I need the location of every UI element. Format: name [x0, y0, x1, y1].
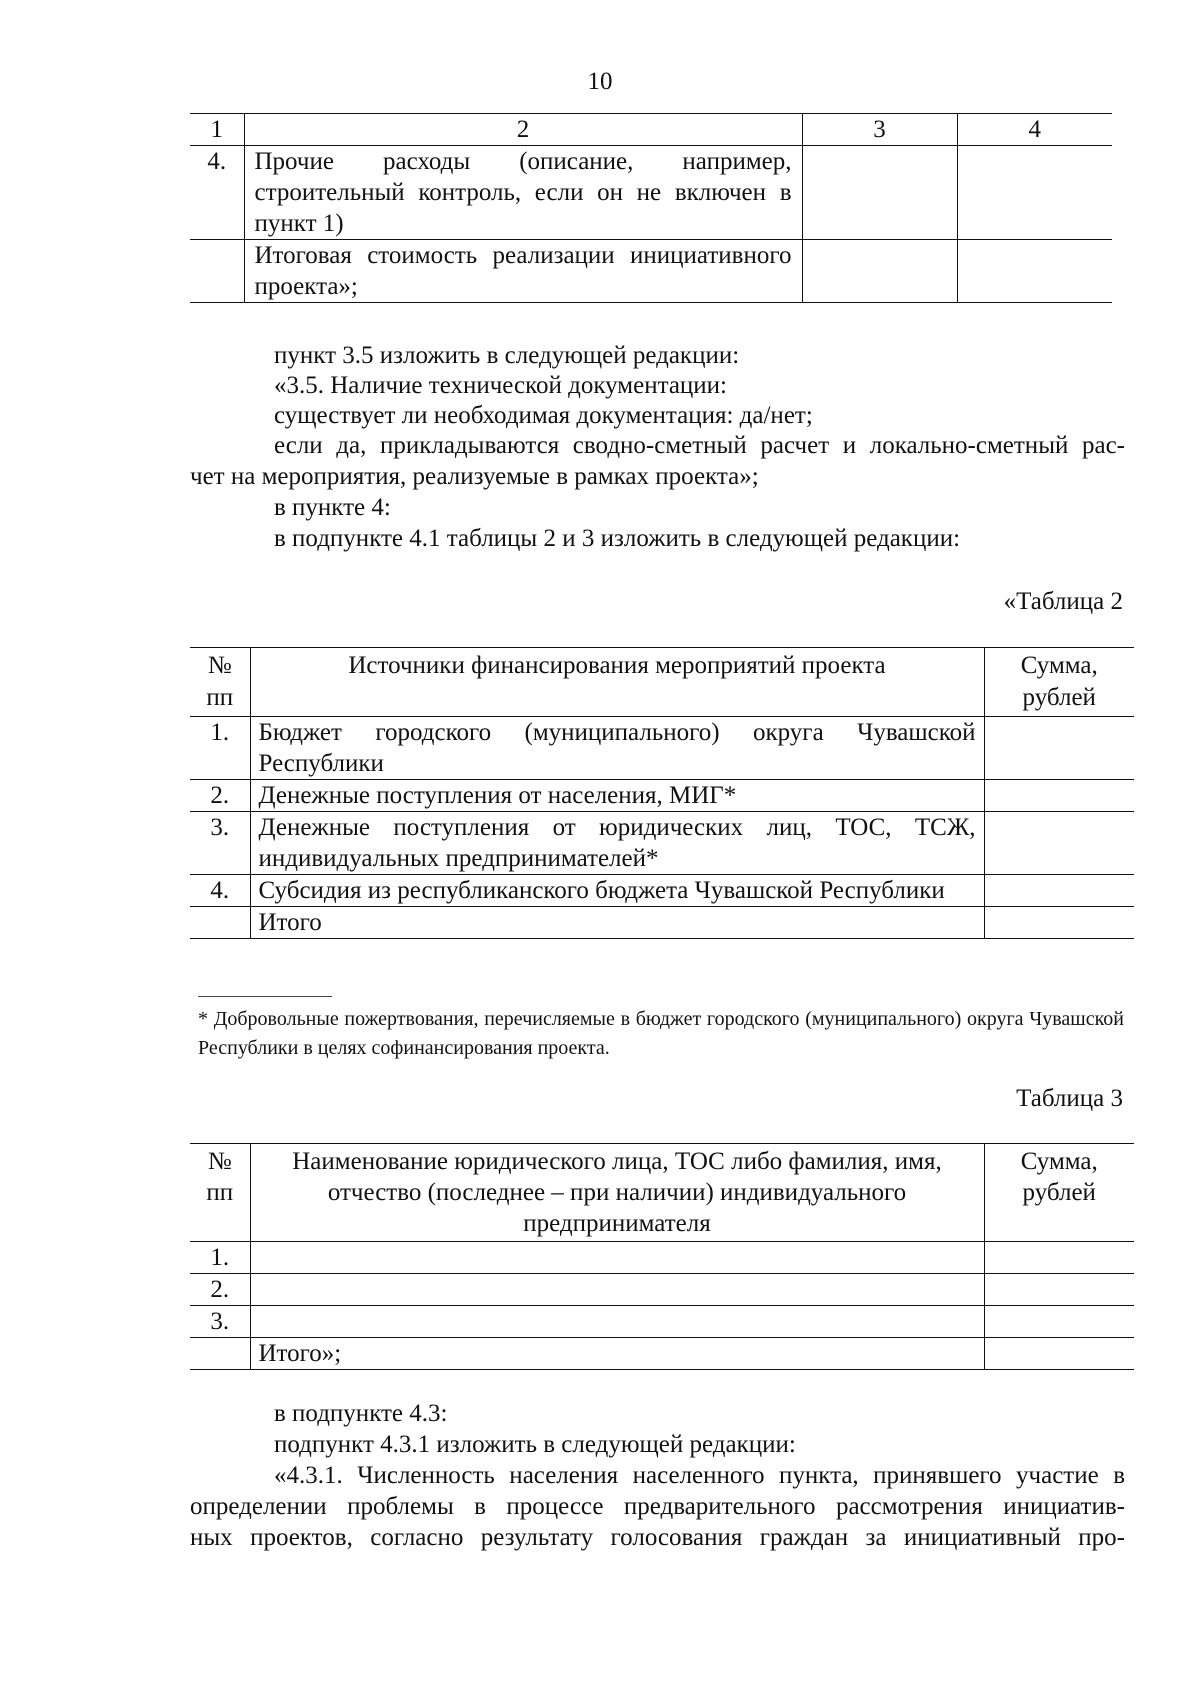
- paragraph: чет на мероприятия, реализуемые в рамках проекта»;: [190, 463, 759, 490]
- table-row: [190, 907, 1134, 939]
- paragraph: в подпункте 4.3:: [274, 1400, 448, 1427]
- row-number: 2.: [190, 1274, 250, 1306]
- sum-cell: [984, 1274, 1134, 1306]
- table-caption: «Таблица 2: [1003, 588, 1123, 615]
- cost-table: [190, 113, 1112, 303]
- header-sum-label: Сумма, рублей: [1020, 652, 1098, 711]
- header-number: [190, 648, 250, 717]
- paragraph: в пункте 4:: [274, 494, 391, 521]
- row-description: Итоговая стоимость реализации инициативного проекта»;: [244, 240, 802, 303]
- empty-cell: [802, 240, 957, 303]
- header-source: Источники финансирования мероприятий проекта: [250, 648, 984, 717]
- sum-cell: [984, 1338, 1134, 1370]
- column-number-4: 4: [957, 114, 1112, 146]
- sum-cell: [984, 875, 1134, 907]
- table-row: [190, 875, 1134, 907]
- paragraph: пункт 3.5 изложить в следующей редакции:: [274, 342, 740, 369]
- sum-cell: [984, 1242, 1134, 1274]
- empty-cell: [802, 146, 957, 240]
- table-caption: Таблица 3: [1016, 1085, 1123, 1112]
- paragraph: «4.3.1. Численность населения населенного пункта, принявшего участие в: [274, 1462, 1125, 1489]
- row-number: 1.: [190, 1242, 250, 1274]
- footnote-divider: [198, 996, 332, 997]
- paragraph: в подпункте 4.1 таблицы 2 и 3 изложить в следующей редакции:: [274, 525, 961, 552]
- table-header-row: [190, 648, 1134, 717]
- row-number: [190, 240, 244, 303]
- table-header-row: [190, 114, 1112, 146]
- sum-cell: [984, 717, 1134, 780]
- empty-cell: [957, 240, 1112, 303]
- header-sum: [984, 648, 1134, 717]
- table-row: [190, 1338, 1134, 1370]
- paragraph: «3.5. Наличие технической документации:: [274, 372, 728, 399]
- row-total-label: Итого: [250, 907, 984, 939]
- page-number: 10: [587, 68, 613, 95]
- row-description: Прочие расходы (описание, например, строительный контроль, если он не включен в пункт 1): [244, 146, 802, 240]
- row-number: 1.: [190, 717, 250, 780]
- row-description: Денежные поступления от населения, МИГ*: [250, 780, 984, 812]
- row-number: 2.: [190, 780, 250, 812]
- table-row: [190, 1306, 1134, 1338]
- row-number: [190, 1338, 250, 1370]
- sum-cell: [984, 812, 1134, 875]
- paragraph: определении проблемы в процессе предварительного рассмотрения инициатив-: [190, 1493, 1125, 1520]
- paragraph: если да, прикладываются сводно-сметный расчет и локально-сметный рас-: [274, 432, 1125, 459]
- row-number: 3.: [190, 1306, 250, 1338]
- sum-cell: [984, 780, 1134, 812]
- table-header-row: [190, 1144, 1134, 1242]
- header-number-label: № пп: [206, 652, 234, 711]
- header-name: [250, 1144, 984, 1242]
- header-number-label: № пп: [206, 1148, 234, 1206]
- paragraph: ных проектов, согласно результату голосования граждан за инициативный про-: [190, 1524, 1125, 1551]
- row-description: Субсидия из республиканского бюджета Чувашской Республики: [250, 875, 984, 907]
- header-name-label: Наименование юридического лица, ТОС либо фамилия, имя, отчество (последнее – при наличии) индивидуального предпринимателя: [292, 1148, 942, 1237]
- row-description: [250, 1242, 984, 1274]
- paragraph: существует ли необходимая документация: да/нет;: [274, 402, 813, 429]
- column-number-3: 3: [802, 114, 957, 146]
- table-row: [190, 1274, 1134, 1306]
- header-sum-label: Сумма, рублей: [1020, 1148, 1098, 1206]
- column-number-2: 2: [244, 114, 802, 146]
- row-description: [250, 1274, 984, 1306]
- funding-sources-table: [190, 647, 1134, 939]
- column-number-1: 1: [190, 114, 244, 146]
- sum-cell: [984, 907, 1134, 939]
- table-row: [190, 240, 1112, 303]
- row-total-label: Итого»;: [250, 1338, 984, 1370]
- row-number: 4.: [190, 875, 250, 907]
- table-row: [190, 146, 1112, 240]
- empty-cell: [957, 146, 1112, 240]
- row-description: Бюджет городского (муниципального) округа Чувашской Республики: [250, 717, 984, 780]
- header-sum: [984, 1144, 1134, 1242]
- header-number: [190, 1144, 250, 1242]
- row-number: 4.: [190, 146, 244, 240]
- paragraph: подпункт 4.3.1 изложить в следующей редакции:: [274, 1431, 796, 1458]
- table-row: [190, 717, 1134, 780]
- footnote: * Добровольные пожертвования, перечисляемые в бюджет городского (муниципального) округа Чувашской Республики в целях софинансирования проекта.: [198, 1008, 1124, 1059]
- row-description: [250, 1306, 984, 1338]
- row-number: 3.: [190, 812, 250, 875]
- sum-cell: [984, 1306, 1134, 1338]
- table-row: [190, 780, 1134, 812]
- table-row: [190, 1242, 1134, 1274]
- table-row: [190, 812, 1134, 875]
- row-number: [190, 907, 250, 939]
- contributors-table: [190, 1143, 1134, 1370]
- row-description: Денежные поступления от юридических лиц, ТОС, ТСЖ, индивидуальных предпринимателей*: [250, 812, 984, 875]
